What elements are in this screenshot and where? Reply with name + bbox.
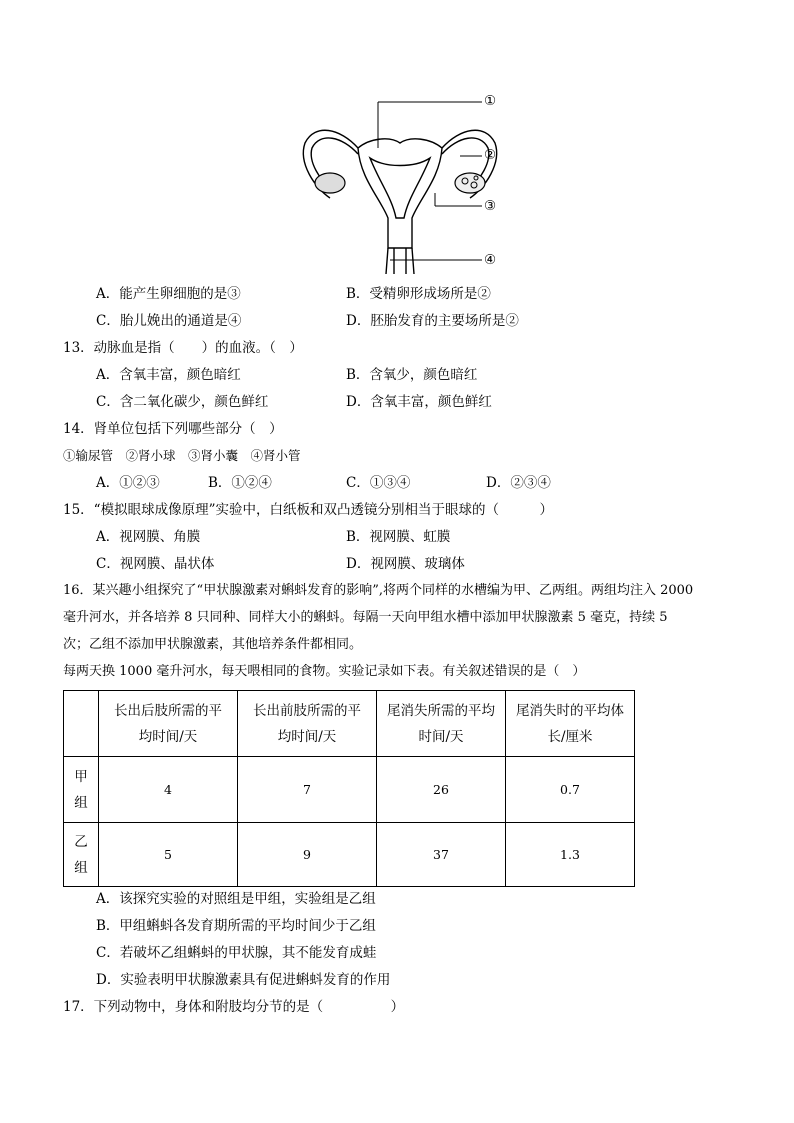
table-cell: 0.7 — [506, 757, 635, 823]
figure-label-4: ④ — [484, 252, 497, 268]
table-group-cell: 甲 组 — [64, 757, 99, 823]
q12-option-c[interactable]: C．胎儿娩出的通道是④ — [96, 313, 242, 329]
q16-stem-line1: 16．某兴趣小组探究了“甲状腺激素对蝌蚪发育的影响”,将两个同样的水槽编为甲、乙两组。两组均注入 2000 — [63, 583, 694, 598]
q15-stem: 15．“模拟眼球成像原理”实验中，白纸板和双凸透镜分别相当于眼球的（ ） — [63, 502, 553, 518]
q12-option-b[interactable]: B．受精卵形成场所是② — [346, 286, 491, 302]
q13-option-b[interactable]: B．含氧少，颜色暗红 — [346, 367, 478, 383]
q14-options-row — [0, 472, 794, 494]
q14-option-a[interactable]: A．①②③ — [96, 475, 160, 491]
q13-stem: 13．动脉血是指（ ）的血液。（ ） — [63, 340, 303, 356]
q12-option-a[interactable]: A．能产生卵细胞的是③ — [96, 286, 241, 302]
figure-label-3: ③ — [484, 198, 497, 214]
table-header-cell: 长出前肢所需的平 均时间/天 — [238, 691, 377, 757]
q16-stem-line2: 毫升河水，并各培养 8 只同种、同样大小的蝌蚪。每隔一天向甲组水槽中添加甲状腺激素 5 毫克，持续 5 — [63, 610, 668, 625]
figure-label-1: ① — [484, 93, 497, 109]
q16-stem-line3: 次；乙组不添加甲状腺激素，其他培养条件都相同。 — [63, 637, 363, 652]
q14-option-b[interactable]: B．①②④ — [208, 475, 272, 491]
q16-experiment-table — [63, 690, 635, 887]
q17-stem: 17．下列动物中，身体和附肢均分节的是（ ） — [63, 999, 405, 1015]
q12-option-d[interactable]: D．胚胎发育的主要场所是② — [346, 313, 519, 329]
q13-option-c[interactable]: C．含二氧化碳少，颜色鲜红 — [96, 394, 269, 410]
reproductive-system-figure — [290, 88, 510, 278]
table-cell: 26 — [377, 757, 506, 823]
table-header-cell: 长出后肢所需的平 均时间/天 — [99, 691, 238, 757]
table-row — [64, 823, 635, 887]
q13-option-a[interactable]: A．含氧丰富，颜色暗红 — [96, 367, 241, 383]
uterus-diagram — [290, 88, 510, 278]
q16-option-a[interactable]: A．该探究实验的对照组是甲组，实验组是乙组 — [96, 891, 376, 907]
q16-option-b[interactable]: B．甲组蝌蚪各发育期所需的平均时间少于乙组 — [96, 918, 376, 934]
q12-options-row2 — [0, 310, 794, 332]
table-header-cell: 尾消失时的平均体 长/厘米 — [506, 691, 635, 757]
q16-stem-line4: 每两天换 1000 毫升河水，每天喂相同的食物。实验记录如下表。有关叙述错误的是（ ） — [63, 664, 586, 679]
table-cell: 1.3 — [506, 823, 635, 887]
table-cell: 4 — [99, 757, 238, 823]
table-row — [64, 757, 635, 823]
q15-option-c[interactable]: C．视网膜、晶状体 — [96, 556, 215, 572]
q13-option-d[interactable]: D．含氧丰富，颜色鲜红 — [346, 394, 492, 410]
q15-options-row1 — [0, 526, 794, 548]
table-cell: 9 — [238, 823, 377, 887]
q15-option-a[interactable]: A．视网膜、角膜 — [96, 529, 201, 545]
q14-option-c[interactable]: C．①③④ — [346, 475, 411, 491]
q15-option-d[interactable]: D．视网膜、玻璃体 — [346, 556, 465, 572]
q14-stem: 14．肾单位包括下列哪些部分（ ） — [63, 421, 283, 437]
table-cell: 37 — [377, 823, 506, 887]
q15-options-row2 — [0, 553, 794, 575]
q16-option-d[interactable]: D．实验表明甲状腺激素具有促进蝌蚪发育的作用 — [96, 972, 391, 988]
q14-option-d[interactable]: D．②③④ — [486, 475, 551, 491]
table-header-row — [64, 691, 635, 757]
table-group-cell: 乙 组 — [64, 823, 99, 887]
q12-options-row1 — [0, 283, 794, 305]
q14-items: ①输尿管 ②肾小球 ③肾小囊 ④肾小管 — [63, 448, 301, 463]
table-corner-cell — [64, 691, 99, 757]
table-header-cell: 尾消失所需的平均 时间/天 — [377, 691, 506, 757]
table-cell: 5 — [99, 823, 238, 887]
table-cell: 7 — [238, 757, 377, 823]
q13-options-row2 — [0, 391, 794, 413]
q16-option-c[interactable]: C．若破坏乙组蝌蚪的甲状腺，其不能发育成蛙 — [96, 945, 377, 961]
figure-label-2: ② — [484, 147, 497, 163]
q13-options-row1 — [0, 364, 794, 386]
q15-option-b[interactable]: B．视网膜、虹膜 — [346, 529, 451, 545]
